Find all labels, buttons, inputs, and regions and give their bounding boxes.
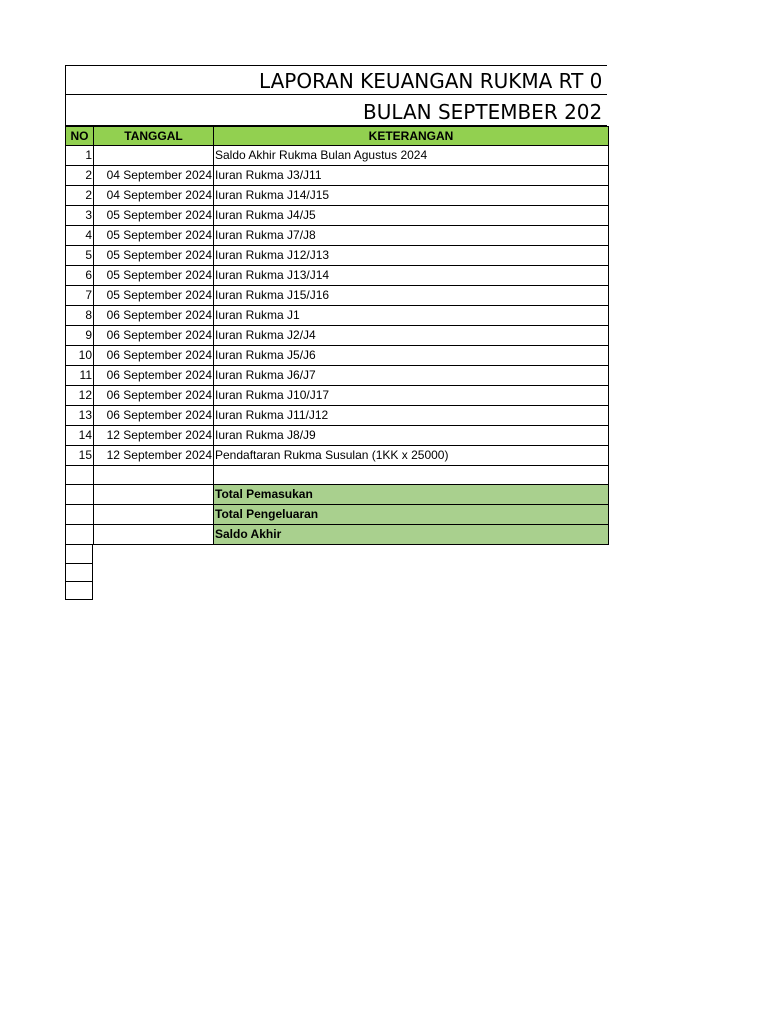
cell-date[interactable] (94, 525, 214, 545)
header-no[interactable]: NO (66, 127, 94, 146)
table-row (66, 306, 609, 326)
cell-no[interactable]: 11 (66, 366, 94, 386)
cell-description[interactable]: Iuran Rukma J6/J7 (214, 366, 609, 386)
cell-date[interactable]: 06 September 2024 (94, 346, 214, 366)
header-description[interactable]: KETERANGAN (214, 127, 609, 146)
cell-date[interactable]: 06 September 2024 (94, 366, 214, 386)
header-date[interactable]: TANGGAL (94, 127, 214, 146)
cell-no[interactable]: 12 (66, 386, 94, 406)
title-row-2 (65, 95, 607, 126)
table-row (66, 406, 609, 426)
cell-no[interactable]: 14 (66, 426, 94, 446)
cell-description[interactable]: Pendaftaran Rukma Susulan (1KK x 25000) (214, 446, 609, 466)
report-period: BULAN SEPTEMBER 202 (363, 100, 603, 124)
table-row (66, 346, 609, 366)
table-row (66, 326, 609, 346)
cell-no[interactable]: 9 (66, 326, 94, 346)
table-row (66, 186, 609, 206)
cell-date[interactable]: 05 September 2024 (94, 286, 214, 306)
cell-no[interactable]: 4 (66, 226, 94, 246)
cell-date[interactable]: 12 September 2024 (94, 426, 214, 446)
cell-no[interactable]: 2 (66, 166, 94, 186)
table-row (66, 266, 609, 286)
cell-no[interactable]: 7 (66, 286, 94, 306)
final-balance-row (66, 525, 609, 545)
total-expense-row (66, 505, 609, 525)
cell-date[interactable]: 05 September 2024 (94, 246, 214, 266)
cell-description[interactable]: Iuran Rukma J8/J9 (214, 426, 609, 446)
cell-date[interactable]: 04 September 2024 (94, 186, 214, 206)
table-row (66, 166, 609, 186)
table-row (66, 246, 609, 266)
table-row (66, 426, 609, 446)
empty-cell[interactable] (65, 545, 93, 564)
cell-no[interactable] (66, 525, 94, 545)
empty-row (66, 466, 609, 485)
cell-no[interactable] (66, 466, 94, 485)
cell-description[interactable]: Iuran Rukma J3/J11 (214, 166, 609, 186)
empty-cell[interactable] (65, 563, 93, 582)
cell-date[interactable]: 04 September 2024 (94, 166, 214, 186)
cell-description[interactable]: Saldo Akhir Rukma Bulan Agustus 2024 (214, 146, 609, 166)
table-row (66, 206, 609, 226)
cell-no[interactable] (66, 485, 94, 505)
cell-no[interactable]: 6 (66, 266, 94, 286)
cell-description[interactable]: Iuran Rukma J5/J6 (214, 346, 609, 366)
cell-date[interactable]: 05 September 2024 (94, 226, 214, 246)
cell-description[interactable]: Iuran Rukma J4/J5 (214, 206, 609, 226)
cell-no[interactable]: 5 (66, 246, 94, 266)
report-title: LAPORAN KEUANGAN RUKMA RT 0 (259, 69, 603, 93)
cell-date[interactable] (94, 505, 214, 525)
total-expense-label[interactable]: Total Pengeluaran (214, 505, 609, 525)
cell-no[interactable]: 13 (66, 406, 94, 426)
cell-no[interactable]: 3 (66, 206, 94, 226)
table-row (66, 386, 609, 406)
cell-description[interactable]: Iuran Rukma J7/J8 (214, 226, 609, 246)
cell-description[interactable]: Iuran Rukma J14/J15 (214, 186, 609, 206)
table-row (66, 226, 609, 246)
table-row (66, 446, 609, 466)
cell-no[interactable]: 8 (66, 306, 94, 326)
cell-date[interactable] (94, 485, 214, 505)
cell-description[interactable]: Iuran Rukma J15/J16 (214, 286, 609, 306)
cell-description[interactable]: Iuran Rukma J10/J17 (214, 386, 609, 406)
total-income-label[interactable]: Total Pemasukan (214, 485, 609, 505)
table-header (66, 127, 609, 146)
table-row (66, 146, 609, 166)
cell-no[interactable]: 2 (66, 186, 94, 206)
cell-date[interactable]: 06 September 2024 (94, 326, 214, 346)
cell-no[interactable]: 10 (66, 346, 94, 366)
cell-description[interactable] (214, 466, 609, 485)
cell-description[interactable]: Iuran Rukma J12/J13 (214, 246, 609, 266)
finance-table (65, 126, 609, 545)
cell-date[interactable]: 06 September 2024 (94, 386, 214, 406)
table-row (66, 286, 609, 306)
cell-description[interactable]: Iuran Rukma J2/J4 (214, 326, 609, 346)
cell-description[interactable]: Iuran Rukma J11/J12 (214, 406, 609, 426)
cell-no[interactable] (66, 505, 94, 525)
empty-cell[interactable] (65, 581, 93, 600)
cell-date[interactable] (94, 146, 214, 166)
final-balance-label[interactable]: Saldo Akhir (214, 525, 609, 545)
report-sheet (65, 65, 607, 545)
cell-date[interactable]: 12 September 2024 (94, 446, 214, 466)
cell-date[interactable] (94, 466, 214, 485)
cell-date[interactable]: 05 September 2024 (94, 266, 214, 286)
cell-date[interactable]: 05 September 2024 (94, 206, 214, 226)
cell-description[interactable]: Iuran Rukma J13/J14 (214, 266, 609, 286)
table-row (66, 366, 609, 386)
cell-date[interactable]: 06 September 2024 (94, 306, 214, 326)
cell-description[interactable]: Iuran Rukma J1 (214, 306, 609, 326)
cell-date[interactable]: 06 September 2024 (94, 406, 214, 426)
cell-no[interactable]: 15 (66, 446, 94, 466)
total-income-row (66, 485, 609, 505)
cell-no[interactable]: 1 (66, 146, 94, 166)
title-row-1 (65, 65, 607, 95)
